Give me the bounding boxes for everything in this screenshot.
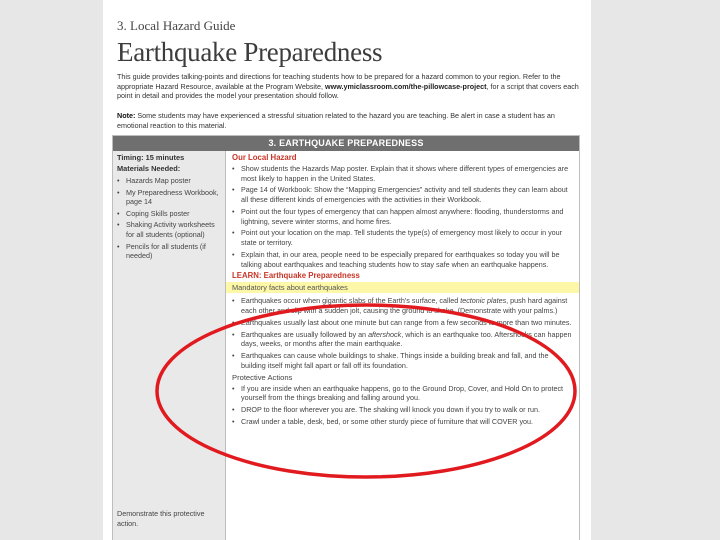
emphasis: tectonic plates bbox=[460, 296, 507, 306]
mandatory-facts-highlight: Mandatory facts about earthquakes bbox=[226, 282, 579, 293]
list-item: • DROP to the floor wherever you are. The shaking will knock you down if you try to walk or run. bbox=[232, 405, 573, 415]
list-item: • Shaking Activity worksheets for all students (optional) bbox=[117, 220, 221, 239]
list-item: • Earthquakes occur when gigantic slabs of the Earth’s surface, called tectonic plates, push hard against each other and slip with a sudden jolt, causing the ground to shake. (Demonstrate with your palms.) bbox=[232, 296, 573, 315]
section-label: 3. Local Hazard Guide bbox=[117, 18, 236, 33]
note-label: Note: bbox=[117, 111, 136, 120]
page-title: Earthquake Preparedness bbox=[117, 37, 383, 67]
list-item: • Earthquakes can cause whole buildings to shake. Things inside a building break and fall, and the building itself might fall apart or fall off its foundation. bbox=[232, 351, 573, 370]
list-item: • Hazards Map poster bbox=[117, 176, 221, 186]
note-text: Some students may have experienced a stressful situation related to the hazard you are teaching. Be alert in case a student has an emotional reaction to this material. bbox=[117, 111, 555, 130]
program-website-link[interactable]: www.ymiclassroom.com/the-pillowcase-project bbox=[325, 81, 487, 91]
protective-actions-list bbox=[232, 384, 573, 427]
content-column bbox=[226, 151, 579, 540]
local-hazard-list bbox=[232, 164, 573, 269]
materials-list bbox=[117, 176, 221, 263]
list-item: • Earthquakes usually last about one minute but can range from a few seconds to more than two minutes. bbox=[232, 318, 573, 328]
our-local-hazard-heading: Our Local Hazard bbox=[232, 153, 297, 162]
intro-text-after: , for a script that covers each point in detail and provides the model your presentation should follow. bbox=[117, 81, 579, 101]
list-item: • Explain that, in our area, people need to be especially prepared for earthquakes so today you will be talking about earthquakes and teaching students how to stay safe when an earthquake happens. bbox=[232, 250, 573, 269]
list-item: • Pencils for all students (if needed) bbox=[117, 242, 221, 261]
facts-list bbox=[232, 296, 573, 370]
list-item: • Page 14 of Workbook: Show the “Mapping Emergencies” activity and tell students they can learn about all these different kinds of emergencies with the activities in their Workbook. bbox=[232, 185, 573, 204]
learn-heading: LEARN: Earthquake Preparedness bbox=[232, 271, 360, 281]
table-header: 3. EARTHQUAKE PREPAREDNESS bbox=[113, 136, 579, 151]
materials-title: Materials Needed: bbox=[117, 164, 181, 173]
list-item: • Point out the four types of emergency that can happen almost anywhere: flooding, thunderstorms and lightning, severe winter storms, and home fires. bbox=[232, 207, 573, 226]
list-item: • Earthquakes are usually followed by an aftershock, which is an earthquake too. Aftershocks can happen days, weeks, or months after the main earthquake. bbox=[232, 330, 573, 349]
emphasis: aftershock bbox=[368, 329, 402, 339]
note-paragraph bbox=[117, 111, 579, 130]
preparedness-table bbox=[112, 135, 580, 540]
materials-column bbox=[113, 151, 226, 540]
list-item: • Crawl under a table, desk, bed, or some other sturdy piece of furniture that will COVER you. bbox=[232, 417, 573, 427]
demonstrate-note: Demonstrate this protective action. bbox=[117, 509, 205, 528]
list-item: • Point out your location on the map. Tell students the type(s) of emergency most likely to occur in your state or territory. bbox=[232, 228, 573, 247]
list-item: • If you are inside when an earthquake happens, go to the Ground Drop, Cover, and Hold On to protect yourself from the things breaking and falling around you. bbox=[232, 384, 573, 403]
protective-actions-heading: Protective Actions bbox=[232, 372, 293, 382]
list-item: • Coping Skills poster bbox=[117, 209, 221, 219]
intro-text-before: This guide provides talking-points and directions for teaching students how to be prepared for a hazard common to your region. Refer to the appropriate Hazard Resource, available at the Program Website, bbox=[117, 72, 561, 91]
list-item: • My Preparedness Workbook, page 14 bbox=[117, 188, 221, 207]
intro-paragraph bbox=[117, 72, 579, 101]
document-page bbox=[103, 0, 591, 540]
timing-label: Timing: 15 minutes bbox=[117, 153, 185, 162]
list-item: • Show students the Hazards Map poster. Explain that it shows where different types of emergencies are most likely to happen in the United States. bbox=[232, 164, 573, 183]
